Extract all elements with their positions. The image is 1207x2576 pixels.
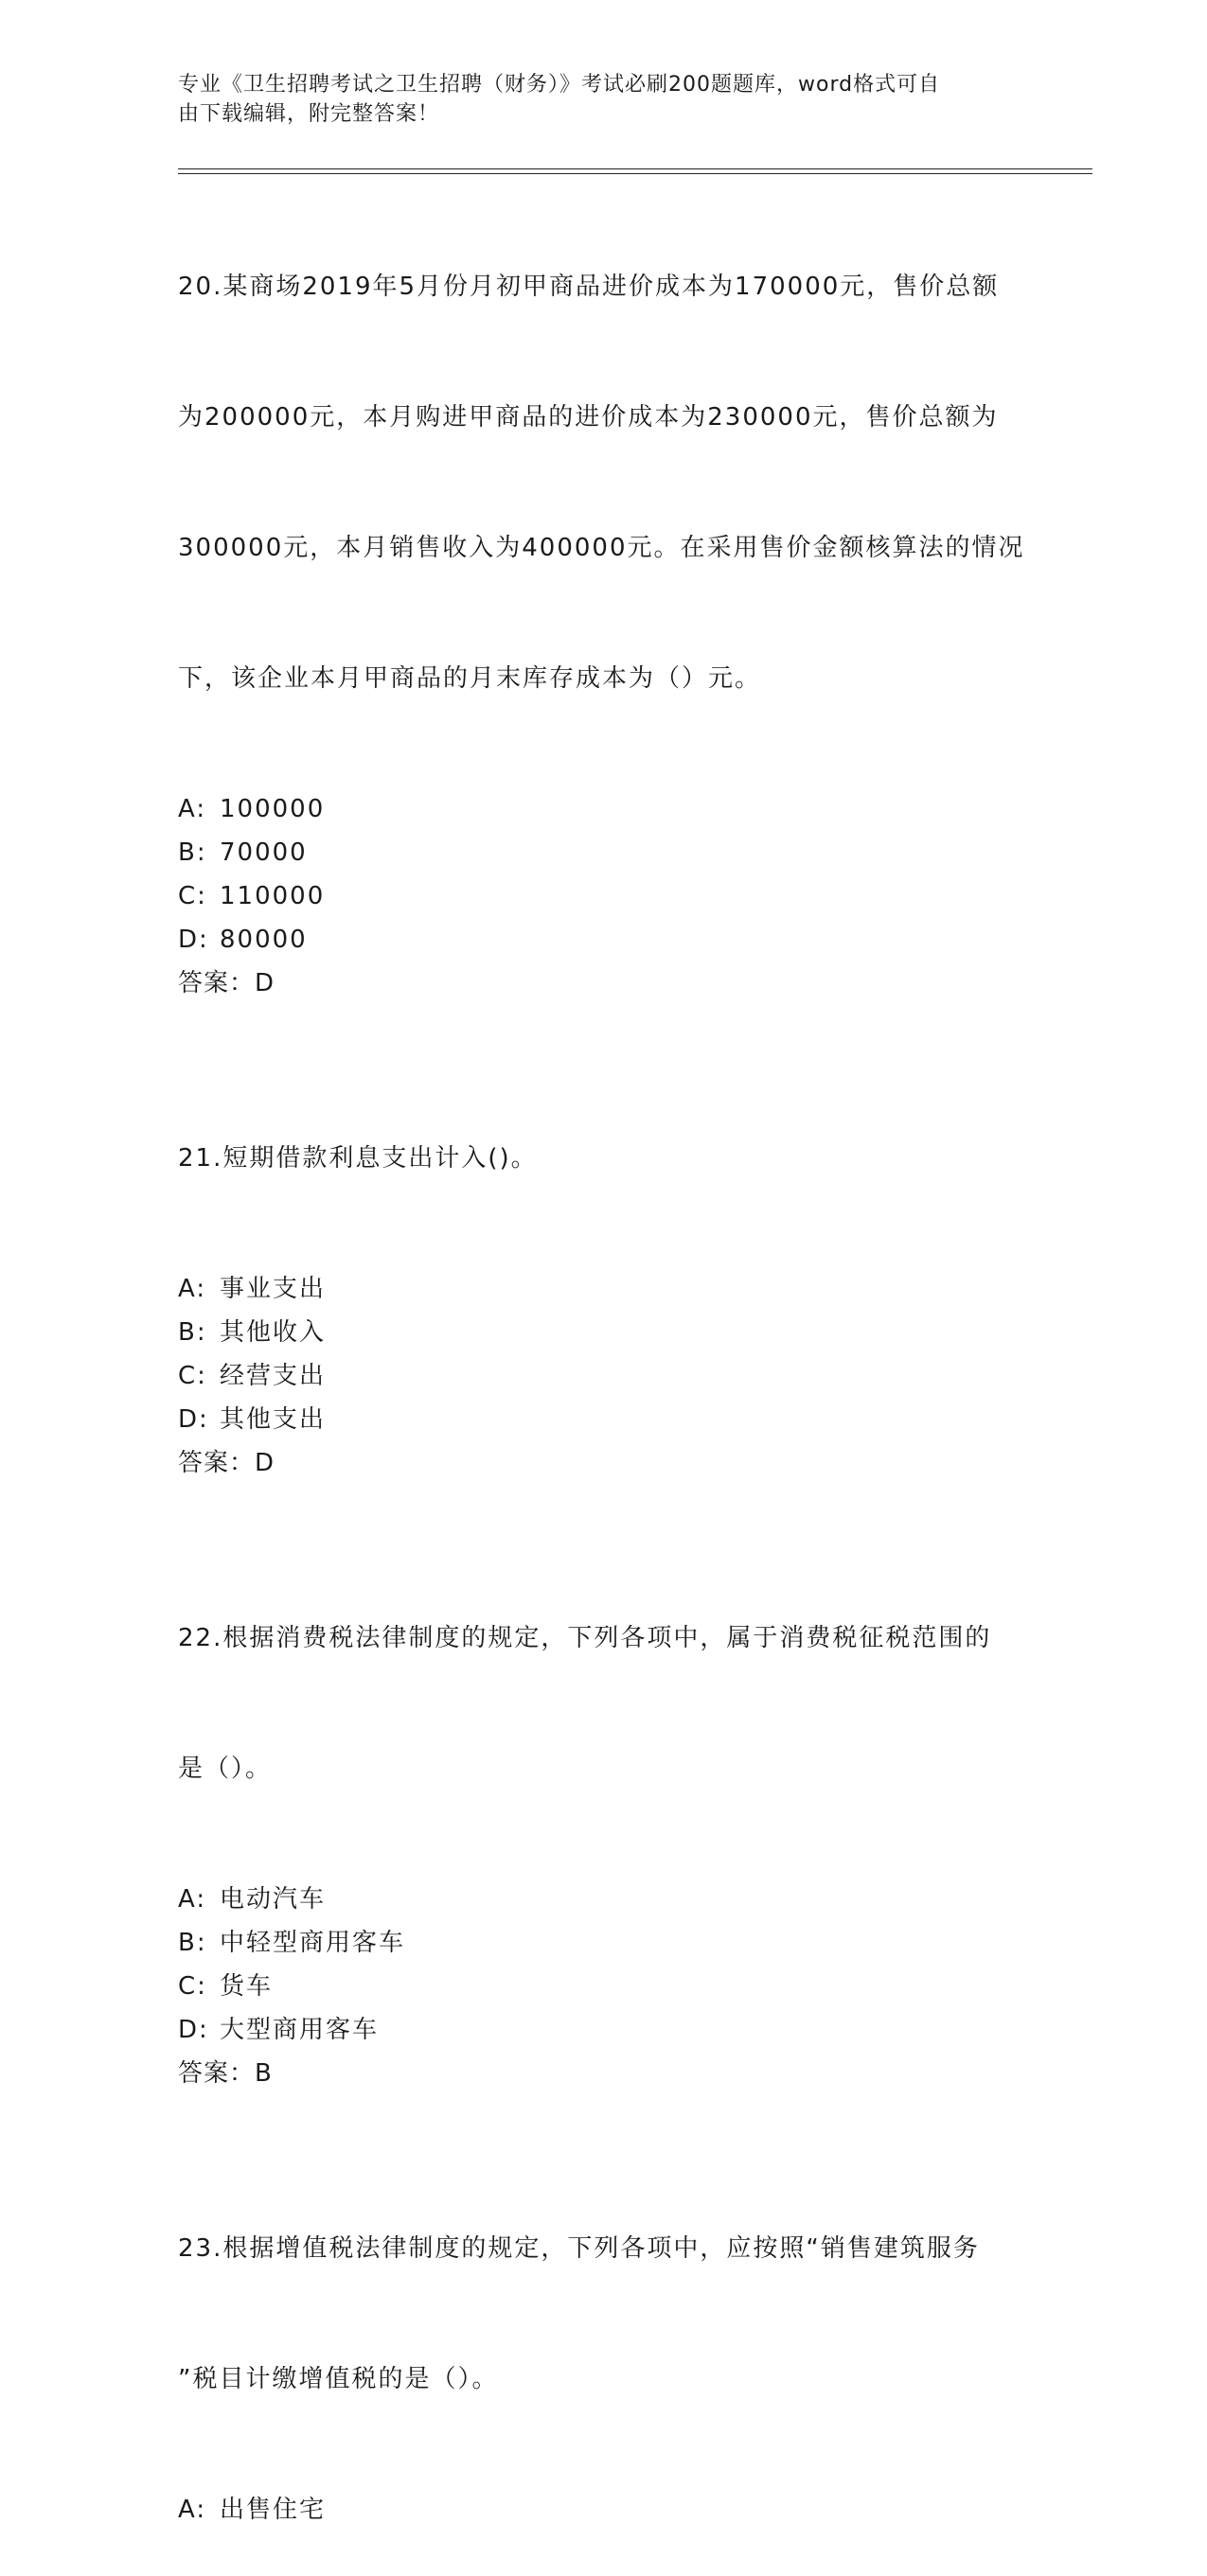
question-line: ”税目计缴增值税的是（）。 — [178, 2365, 499, 2393]
option-letter: B: — [178, 1929, 207, 1957]
question-text — [178, 1050, 1030, 1267]
option-text: 经营支出 — [220, 1362, 327, 1390]
option-text: 出售住宅 — [220, 2496, 327, 2524]
question-21 — [178, 1050, 1030, 1485]
option-a — [178, 787, 1030, 831]
option-letter: A: — [178, 1885, 207, 1914]
option-d — [178, 918, 1030, 962]
header-divider-bottom — [178, 173, 1092, 174]
question-line: 是（）。 — [178, 1755, 273, 1783]
option-a — [178, 1878, 1030, 1921]
question-23 — [178, 2140, 1030, 2532]
option-b — [178, 1311, 1030, 1354]
option-c — [178, 874, 1030, 918]
option-c — [178, 1354, 1030, 1398]
document-header — [178, 70, 1011, 129]
question-22 — [178, 1529, 1030, 2095]
option-letter: B: — [178, 838, 207, 867]
answer-text: 答案：B — [178, 2059, 273, 2088]
option-text: 货车 — [220, 1972, 274, 2001]
option-text: 电动汽车 — [220, 1885, 327, 1914]
option-text: 其他支出 — [220, 1405, 327, 1434]
option-text: 中轻型商用客车 — [220, 1929, 406, 1957]
question-text — [178, 2140, 1030, 2488]
header-line-1: 专业《卫生招聘考试之卫生招聘（财务）》考试必刷200题题库，word格式可自 — [178, 73, 941, 97]
option-text: 事业支出 — [220, 1275, 327, 1303]
option-text: 110000 — [220, 882, 326, 910]
question-text — [178, 1529, 1030, 1878]
header-divider-top — [178, 168, 1092, 169]
question-list — [178, 178, 1030, 2576]
option-text: 80000 — [220, 926, 308, 954]
option-letter: D: — [178, 2016, 209, 2044]
option-c — [178, 1965, 1030, 2008]
answer-text: 答案：D — [178, 1449, 275, 1477]
option-letter: C: — [178, 1362, 207, 1390]
option-letter: A: — [178, 2496, 207, 2524]
option-d — [178, 2008, 1030, 2052]
option-letter: D: — [178, 1405, 209, 1434]
option-b — [178, 1921, 1030, 1965]
question-line: 21.短期借款利息支出计入()。 — [178, 1144, 538, 1173]
question-line: 20.某商场2019年5月份月初甲商品进价成本为170000元，售价总额 — [178, 273, 1000, 301]
option-letter: B: — [178, 1318, 207, 1347]
option-letter: C: — [178, 882, 207, 910]
header-line-2: 由下载编辑，附完整答案！ — [178, 102, 440, 126]
option-text: 100000 — [220, 795, 326, 823]
question-text — [178, 178, 1030, 787]
option-a — [178, 2488, 1030, 2532]
option-letter: C: — [178, 1972, 207, 2001]
option-d — [178, 1398, 1030, 1441]
option-letter: D: — [178, 926, 209, 954]
question-line: 23.根据增值税法律制度的规定，下列各项中，应按照“销售建筑服务 — [178, 2234, 980, 2263]
option-a — [178, 1267, 1030, 1311]
answer-text: 答案：D — [178, 969, 275, 997]
question-line: 为200000元，本月购进甲商品的进价成本为230000元，售价总额为 — [178, 403, 999, 432]
option-b — [178, 831, 1030, 874]
option-text: 70000 — [220, 838, 308, 867]
question-20 — [178, 178, 1030, 1005]
option-letter: A: — [178, 1275, 207, 1303]
question-line: 22.根据消费税法律制度的规定，下列各项中，属于消费税征税范围的 — [178, 1624, 992, 1652]
option-text: 其他收入 — [220, 1318, 327, 1347]
option-text: 大型商用客车 — [220, 2016, 380, 2044]
question-line: 300000元，本月销售收入为400000元。在采用售价金额核算法的情况 — [178, 534, 1025, 562]
question-line: 下，该企业本月甲商品的月末库存成本为（）元。 — [178, 664, 762, 693]
option-letter: A: — [178, 795, 207, 823]
